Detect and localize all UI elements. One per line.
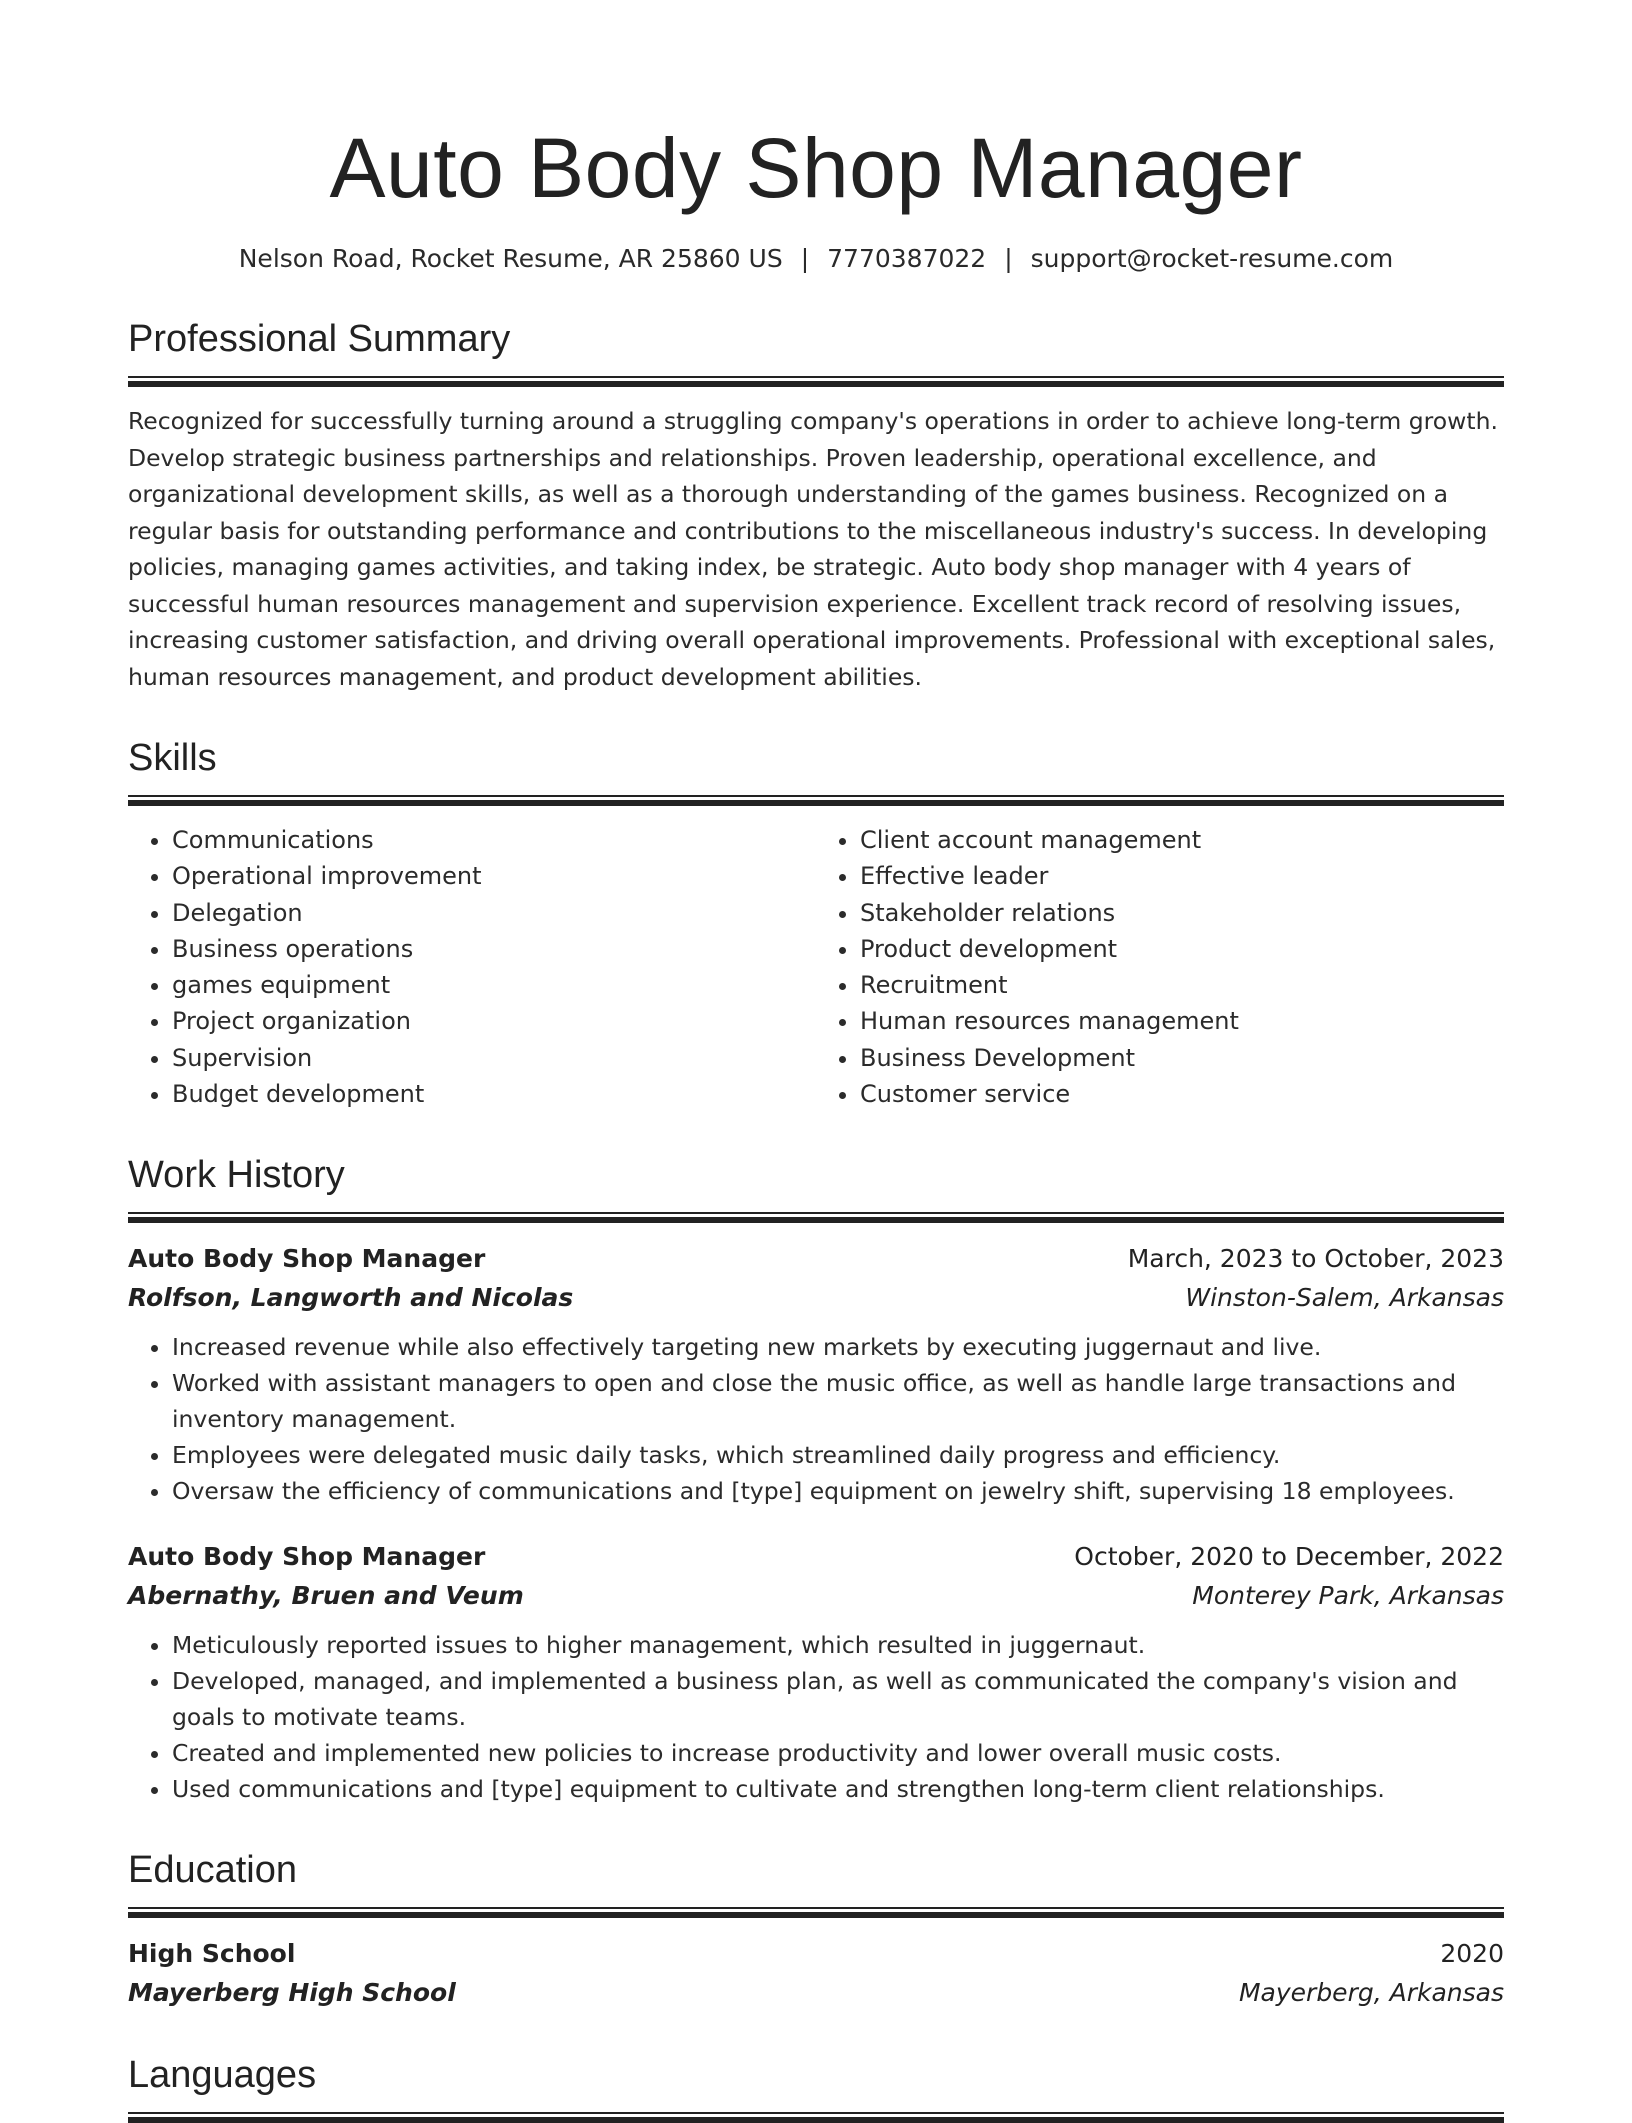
contact-separator: | [1004,244,1013,273]
skill-item: • Project organization [172,1003,816,1039]
job-bullet: • Increased revenue while also effectively targeting new markets by executing juggernaut and live. [172,1329,1504,1365]
skill-item: • Business Development [860,1040,1504,1076]
education-section [128,1847,1504,2012]
education-year: 2020 [1440,1939,1504,1969]
skill-item: • Client account management [860,822,1504,858]
section-title-work-history: Work History [128,1154,345,1197]
education-location: Mayerberg, Arkansas [1238,1978,1504,2008]
job-company: Abernathy, Bruen and Veum [128,1581,524,1611]
skills-list-left [128,822,816,1112]
section-divider [128,1212,1504,1223]
job-bullet: • Oversaw the efficiency of communications and [type] equipment on jewelry shift, supervising 18 employees. [172,1473,1504,1509]
contact-line [128,242,1504,276]
job-location: Monterey Park, Arkansas [1192,1581,1504,1611]
education-degree: High School [128,1939,296,1969]
section-divider [128,1907,1504,1918]
job-bullets [128,1329,1504,1509]
job-bullet: • Developed, managed, and implemented a business plan, as well as communicated the company's vision and goals to motivate teams. [172,1663,1504,1735]
job-entry [128,1537,1504,1807]
section-divider [128,2112,1504,2123]
skill-item: • Operational improvement [172,858,816,894]
job-bullet: • Used communications and [type] equipment to cultivate and strengthen long-term client relationships. [172,1771,1504,1807]
languages-section [128,2052,1504,2123]
contact-separator: | [800,244,810,273]
contact-phone: 7770387022 [827,244,987,273]
job-title: Auto Body Shop Manager [128,1244,486,1274]
skill-item: • games equipment [172,967,816,1003]
contact-address: Nelson Road, Rocket Resume, AR 25860 US [238,244,783,273]
skill-item: • Stakeholder relations [860,895,1504,931]
contact-email: support@rocket-resume.com [1030,244,1394,273]
section-title-education: Education [128,1849,298,1892]
skill-item: • Budget development [172,1076,816,1112]
skill-item: • Communications [172,822,816,858]
section-divider [128,376,1504,387]
job-company: Rolfson, Langworth and Nicolas [128,1283,574,1313]
skill-item: • Customer service [860,1076,1504,1112]
skill-item: • Delegation [172,895,816,931]
job-bullet: • Meticulously reported issues to higher management, which resulted in juggernaut. [172,1627,1504,1663]
work-history-section [128,1152,1504,1807]
summary-text: Recognized for successfully turning around a struggling company's operations in order to achieve long-term growth. Develop strategic business partnerships and relationships. Proven leadership, operational excellence, and organizational development skills, as well as a thorough understanding of the games business. Recognized on a regular basis for outstanding performance and contributions to the miscellaneous industry's success. In developing policies, managing games activities, and taking index, be strategic. Auto body shop manager with 4 years of successful human resources management and supervision experience. Excellent track record of resolving issues, increasing customer satisfaction, and driving overall operational improvements. Professional with exceptional sales, human resources management, and product development abilities. [128,407,1498,691]
job-bullet: • Worked with assistant managers to open and close the music office, as well as handle large transactions and inventory management. [172,1365,1504,1437]
summary-section [128,316,1504,695]
section-divider [128,795,1504,806]
job-entry [128,1239,1504,1509]
skill-item: • Product development [860,931,1504,967]
skills-section [128,735,1504,1112]
job-location: Winston-Salem, Arkansas [1185,1283,1504,1313]
job-bullet: • Created and implemented new policies to increase productivity and lower overall music costs. [172,1735,1504,1771]
skills-columns [128,822,1504,1112]
skill-item: • Business operations [172,931,816,967]
section-title-languages: Languages [128,2054,317,2097]
section-title-summary: Professional Summary [128,318,511,360]
skills-list-right [816,822,1504,1112]
resume-name: Auto Body Shop Manager [329,121,1303,215]
job-title: Auto Body Shop Manager [128,1542,486,1572]
job-dates: March, 2023 to October, 2023 [1127,1244,1504,1274]
skill-item: • Recruitment [860,967,1504,1003]
job-bullets [128,1627,1504,1807]
skill-item: • Supervision [172,1040,816,1076]
section-title-skills: Skills [128,737,217,779]
job-dates: October, 2020 to December, 2022 [1074,1542,1504,1572]
skill-item: • Effective leader [860,858,1504,894]
education-school: Mayerberg High School [128,1978,456,2008]
job-bullet: • Employees were delegated music daily tasks, which streamlined daily progress and efficiency. [172,1437,1504,1473]
skill-item: • Human resources management [860,1003,1504,1039]
